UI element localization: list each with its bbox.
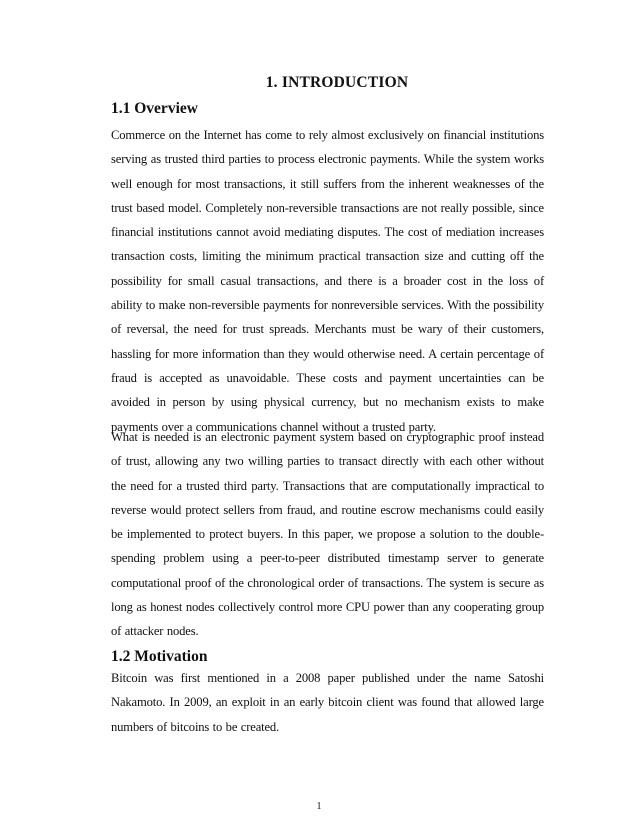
overview-paragraph-1: Commerce on the Internet has come to rely almost exclusively on financial institutions serving as trusted third parties to process electronic payments. While the system works well enough for most transactions, it still suffers from the inherent weaknesses of the trust based model. Completely non-reversible transactions are not really possible, since financial institutions cannot avoid mediating disputes. The cost of mediation increases transaction costs, limiting the minimum practical transaction size and cutting off the possibility for small casual transactions, and there is a broader cost in the loss of ability to make non-reversible payments for nonreversible services. With the possibility of reversal, the need for trust spreads. Merchants must be wary of their customers, hassling for more information than they would otherwise need. A certain percentage of fraud is accepted as unavoidable. These costs and payment uncertainties can be avoided in person by using physical currency, but no mechanism exists to make payments over a communications channel without a trusted party. — [111, 128, 544, 434]
section-heading-overview: 1.1 Overview — [111, 100, 198, 117]
page-number: 1 — [316, 801, 322, 812]
motivation-paragraph-1: Bitcoin was first mentioned in a 2008 paper published under the name Satoshi Nakamoto. In 2009, an exploit in an early bitcoin client was found that allowed large numbers of bitcoins to be created. — [111, 671, 544, 734]
chapter-title: 1. INTRODUCTION — [265, 74, 409, 91]
overview-paragraph-2: What is needed is an electronic payment system based on cryptographic proof instead of trust, allowing any two willing parties to transact directly with each other without the need for a trusted third party. Transactions that are computationally impractical to reverse would protect sellers from fraud, and routine escrow mechanisms could easily be implemented to protect buyers. In this paper, we propose a solution to the double-spending problem using a peer-to-peer distributed timestamp server to generate computational proof of the chronological order of transactions. The system is secure as long as honest nodes collectively control more CPU power than any cooperating group of attacker nodes. — [111, 430, 544, 639]
section-heading-motivation: 1.2 Motivation — [111, 648, 208, 665]
